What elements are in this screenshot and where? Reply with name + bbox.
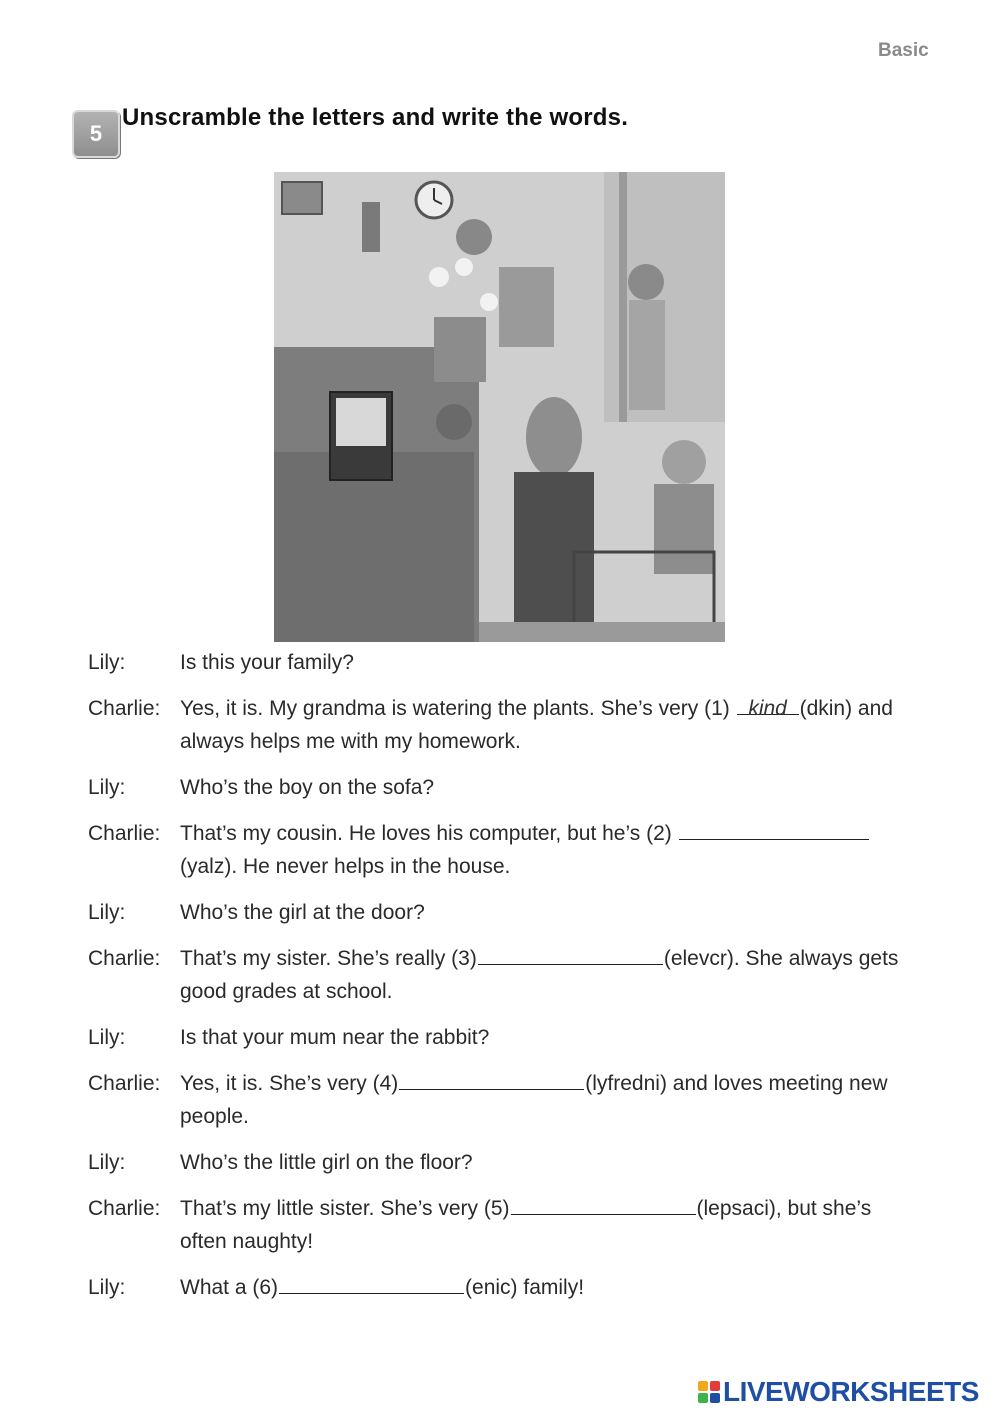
exercise-number-badge: 5 xyxy=(72,110,120,158)
line-text-after: (elevcr). She always gets good grades at school. xyxy=(180,947,899,1003)
speaker: Lily: xyxy=(88,776,126,799)
line-text-before: That’s my sister. She’s really (3) xyxy=(180,947,477,970)
grandma-head xyxy=(456,219,492,255)
line-text: Who’s the girl at the door? xyxy=(180,901,425,924)
logo-icon xyxy=(698,1381,720,1403)
mum-head xyxy=(526,397,582,477)
sister-head xyxy=(628,264,664,300)
speaker: Lily: xyxy=(88,901,126,924)
exercise-instruction: Unscramble the letters and write the words. xyxy=(122,104,629,131)
speaker: Charlie: xyxy=(88,947,161,970)
line-text-after: (dkin) and always helps me with my homework. xyxy=(180,697,893,753)
dialogue-line-11 xyxy=(88,1271,918,1304)
dialogue xyxy=(88,646,918,1317)
level-label: Basic xyxy=(878,40,929,61)
line-text: Who’s the little girl on the floor? xyxy=(180,1151,473,1174)
line-text-after: (lyfredni) and loves meeting new people. xyxy=(180,1072,888,1128)
speaker: Charlie: xyxy=(88,697,161,720)
line-text-before: That’s my little sister. She’s very (5) xyxy=(180,1197,510,1220)
dialogue-line-5 xyxy=(88,896,918,929)
answer-blank-6[interactable] xyxy=(279,1271,464,1294)
answer-blank-2[interactable] xyxy=(679,817,869,840)
answer-blank-3[interactable] xyxy=(478,942,663,965)
dialogue-line-6 xyxy=(88,942,918,1008)
wall-screen xyxy=(282,182,322,214)
dialogue-line-9 xyxy=(88,1146,918,1179)
line-text: Who’s the boy on the sofa? xyxy=(180,776,435,799)
dialogue-line-8 xyxy=(88,1067,918,1133)
speaker: Charlie: xyxy=(88,1072,161,1095)
liveworksheets-logo[interactable] xyxy=(698,1376,979,1408)
speaker: Charlie: xyxy=(88,822,161,845)
speaker: Charlie: xyxy=(88,1197,161,1220)
logo-text: LIVEWORKSHEETS xyxy=(723,1376,979,1407)
grandma-body xyxy=(499,267,554,347)
speaker: Lily: xyxy=(88,651,126,674)
line-text: Is this your family? xyxy=(180,651,354,674)
speaker: Lily: xyxy=(88,1151,126,1174)
dialogue-line-2 xyxy=(88,692,918,758)
family-illustration xyxy=(274,172,725,642)
mum-body xyxy=(514,472,594,622)
line-text-after: (enic) family! xyxy=(465,1276,585,1299)
boy-head xyxy=(662,440,706,484)
line-text-before: What a (6) xyxy=(180,1276,279,1299)
line-text-after: (lepsaci), but she’s often naughty! xyxy=(180,1197,872,1253)
little-girl-head xyxy=(436,404,472,440)
line-text: Is that your mum near the rabbit? xyxy=(180,1026,490,1049)
dialogue-line-3 xyxy=(88,771,918,804)
answer-blank-4[interactable] xyxy=(399,1067,584,1090)
speaker: Lily: xyxy=(88,1026,126,1049)
dialogue-line-7 xyxy=(88,1021,918,1054)
line-text-before: Yes, it is. She’s very (4) xyxy=(180,1072,399,1095)
dialogue-line-10 xyxy=(88,1192,918,1258)
dialogue-line-4 xyxy=(88,817,918,883)
line-text-before: Yes, it is. My grandma is watering the plants. She’s very (1) xyxy=(180,697,736,720)
dialogue-line-1 xyxy=(88,646,918,679)
flower-pot xyxy=(434,317,486,382)
answer-blank-1[interactable]: kind xyxy=(737,692,799,715)
line-text-before: That’s my cousin. He loves his computer, but he’s (2) xyxy=(180,822,678,845)
answer-blank-5[interactable] xyxy=(511,1192,696,1215)
line-text-after: (yalz). He never helps in the house. xyxy=(180,855,511,878)
speaker: Lily: xyxy=(88,1276,126,1299)
